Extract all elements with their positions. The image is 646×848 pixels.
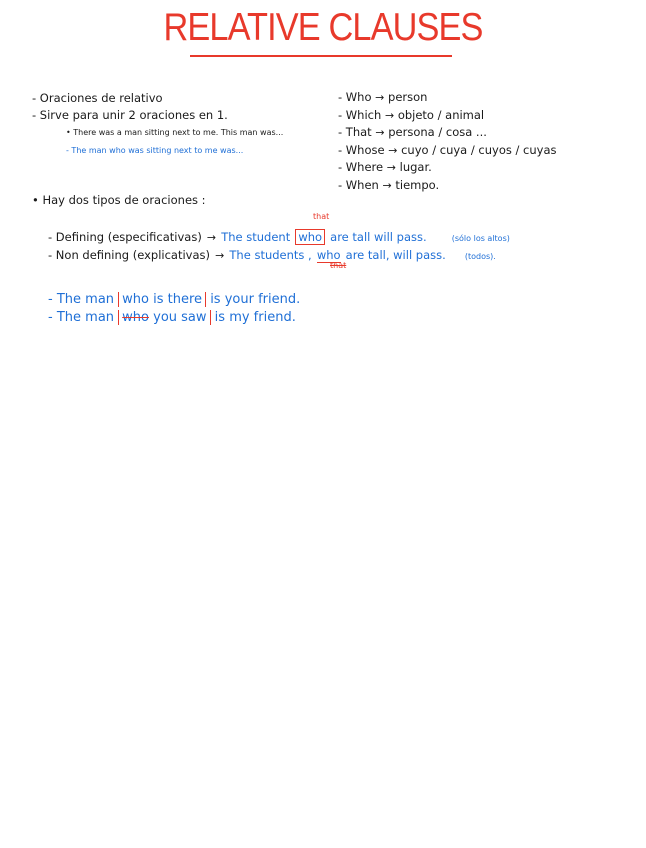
pronoun-meaning: objeto / animal [397, 107, 485, 122]
title-underline [190, 55, 452, 57]
non-defining-label: - Non defining (explicativas) [48, 248, 210, 262]
arrow-icon: → [375, 91, 385, 104]
defining-aside: (sólo los altos) [451, 234, 510, 243]
defining-label: - Defining (especificativas) [48, 230, 202, 244]
example-dash: - [48, 292, 53, 307]
pronoun-meaning: cuyo / cuya / cuyos / cuyas [401, 142, 557, 157]
example-clause-rest: you saw [149, 310, 207, 325]
arrow-icon: → [382, 178, 392, 192]
arrow-icon: → [388, 143, 398, 157]
example-sentence-joined: - The man who was sitting next to me was... [66, 146, 244, 155]
example-start: The man [56, 292, 115, 307]
pronoun-word: - Where [338, 160, 384, 174]
example-row-2 [48, 310, 296, 325]
pronoun-list [338, 90, 556, 195]
example-end: is my friend. [214, 310, 296, 325]
defining-pronoun: who [295, 229, 325, 245]
defining-sentence-end: are tall will pass. [330, 230, 427, 244]
arrow-icon: → [375, 126, 385, 139]
page-title: RELATIVE CLAUSES [163, 6, 483, 49]
example-relative-clause [118, 310, 210, 325]
defining-that-note: that [313, 212, 330, 221]
pronoun-meaning: lugar. [399, 160, 432, 174]
example-sentence-original: • There was a man sitting next to me. This man was... [66, 128, 284, 137]
pronoun-that [338, 125, 556, 143]
pronoun-which [338, 108, 556, 126]
pronoun-meaning: tiempo. [395, 177, 440, 192]
example-row-1 [48, 292, 300, 307]
example-end: is your friend. [210, 292, 301, 307]
non-defining-that-struck: that [330, 261, 347, 270]
pronoun-word: - That [338, 125, 372, 139]
defining-sentence-start: The student [221, 230, 291, 244]
pronoun-word: - Whose [338, 142, 385, 157]
pronoun-word: - When [338, 177, 379, 192]
arrow-icon: → [386, 161, 396, 174]
example-dash: - [48, 310, 53, 325]
pronoun-when [338, 178, 556, 196]
non-defining-sentence-end: are tall, will pass. [345, 248, 446, 262]
non-defining-aside: (todos). [464, 252, 496, 261]
pronoun-meaning: persona / cosa ... [388, 125, 487, 139]
pronoun-whose [338, 143, 556, 161]
non-defining-pronoun: who [316, 248, 341, 262]
arrow-icon: → [384, 108, 395, 122]
list-item-oraciones: - Oraciones de relativo [32, 91, 163, 105]
pronoun-who [338, 90, 556, 108]
example-relative-clause: who is there [118, 292, 206, 307]
example-start: The man [56, 310, 115, 325]
types-heading: • Hay dos tipos de oraciones : [32, 193, 206, 207]
pronoun-word: - Who [338, 90, 372, 104]
arrow-icon: → [206, 231, 217, 244]
pronoun-meaning: person [388, 90, 428, 104]
defining-row [48, 226, 510, 245]
pronoun-where [338, 160, 556, 178]
list-item-sirve: - Sirve para unir 2 oraciones en 1. [32, 108, 228, 122]
arrow-icon: → [215, 249, 225, 262]
non-defining-sentence-start: The students , [229, 248, 312, 262]
example-struck-pronoun: who [122, 310, 149, 325]
pronoun-word: - Which [338, 107, 382, 122]
non-defining-row [48, 244, 496, 263]
